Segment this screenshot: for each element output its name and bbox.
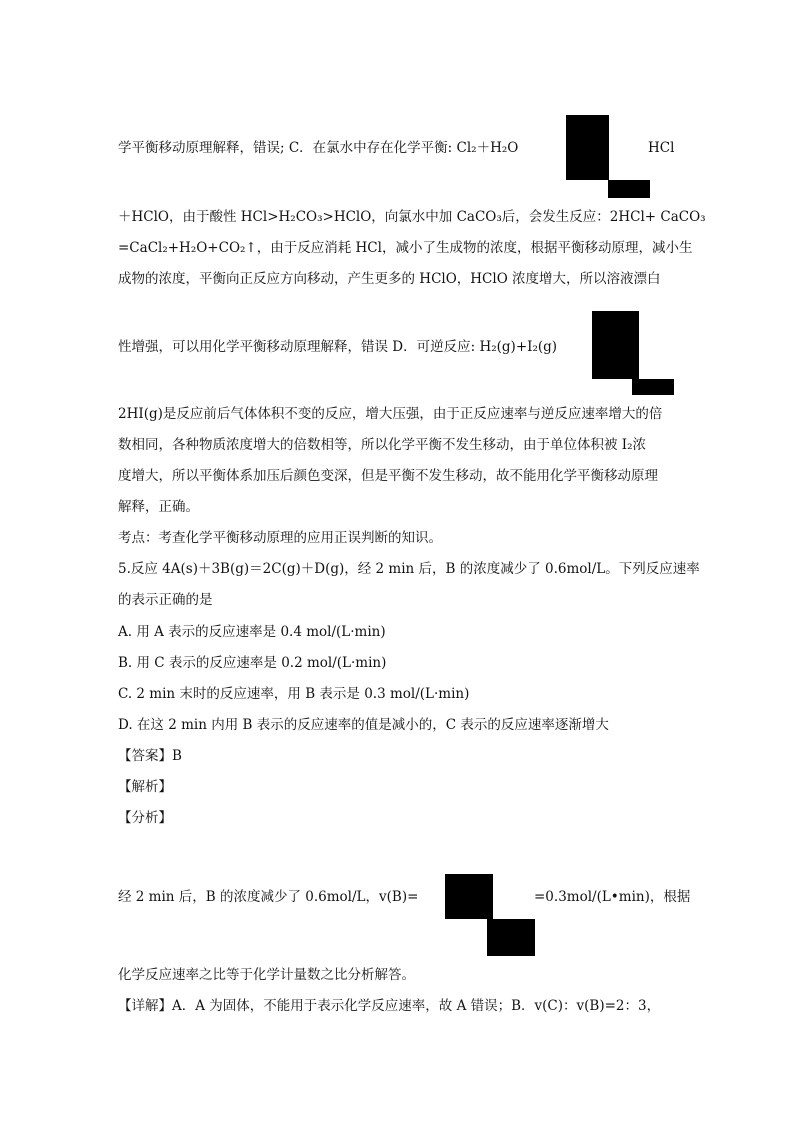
text-line: HCl [648, 140, 675, 156]
redacted-image [487, 919, 535, 956]
redacted-image [566, 115, 609, 180]
redacted-image [632, 379, 674, 395]
text-line: 经 2 min 后，B 的浓度减少了 0.6mol/L，v(B)= [118, 889, 419, 905]
option-c: C. 2 min 末时的反应速率，用 B 表示是 0.3 mol/(L·min) [118, 686, 470, 702]
analysis-sub-heading: 【分析】 [118, 810, 172, 826]
text-line: 考点：考查化学平衡移动原理的应用正误判断的知识。 [118, 530, 442, 546]
text-line: 2HI(g)是反应前后气体体积不变的反应，增大压强，由于正反应速率与逆反应速率增大的倍 [118, 406, 663, 422]
text-line: 成物的浓度，平衡向正反应方向移动，产生更多的 HClO，HClO 浓度增大，所以溶液漂白 [118, 271, 661, 287]
option-d: D. 在这 2 min 内用 B 表示的反应速率的值是减小的，C 表示的反应速率逐渐增大 [118, 717, 609, 733]
text-line: ＋HClO，由于酸性 HCl>H₂CO₃>HClO，向氯水中加 CaCO₃后，会发生反应：2HCl+ CaCO₃ [118, 209, 706, 225]
text-line: 【详解】A．A 为固体，不能用于表示化学反应速率，故 A 错误；B．v(C)：v(B)=2：3， [118, 998, 661, 1014]
redacted-image [445, 874, 493, 919]
answer-heading: 【答案】B [118, 748, 182, 764]
redacted-image [592, 311, 639, 379]
text-line: 解释，正确。 [118, 499, 199, 515]
text-line: =0.3mol/(L•min)，根据 [534, 889, 691, 905]
text-line: 的表示正确的是 [118, 592, 213, 608]
text-line: 化学反应速率之比等于化学计量数之比分析解答。 [118, 967, 415, 983]
analysis-heading: 【解析】 [118, 779, 172, 795]
text-line: =CaCl₂+H₂O+CO₂↑，由于反应消耗 HCl，减小了生成物的浓度，根据平衡移动原理，减小生 [118, 240, 693, 256]
redacted-image [608, 180, 650, 198]
option-a: A. 用 A 表示的反应速率是 0.4 mol/(L·min) [118, 624, 386, 640]
text-line: 性增强，可以用化学平衡移动原理解释，错误 D．可逆反应: H₂(g)+I₂(g) [118, 339, 558, 355]
option-b: B. 用 C 表示的反应速率是 0.2 mol/(L·min) [118, 655, 387, 671]
text-line: 度增大，所以平衡体系加压后颜色变深，但是平衡不发生移动，故不能用化学平衡移动原理 [118, 468, 658, 484]
text-line: 数相同，各种物质浓度增大的倍数相等，所以化学平衡不发生移动，由于单位体积被 I₂浓 [118, 437, 647, 453]
text-line: 5.反应 4A(s)＋3B(g)＝2C(g)＋D(g)，经 2 min 后，B 的浓度减少了 0.6mol/L。下列反应速率 [118, 561, 700, 577]
text-line: 学平衡移动原理解释，错误; C．在氯水中存在化学平衡: Cl₂＋H₂O [118, 140, 519, 156]
